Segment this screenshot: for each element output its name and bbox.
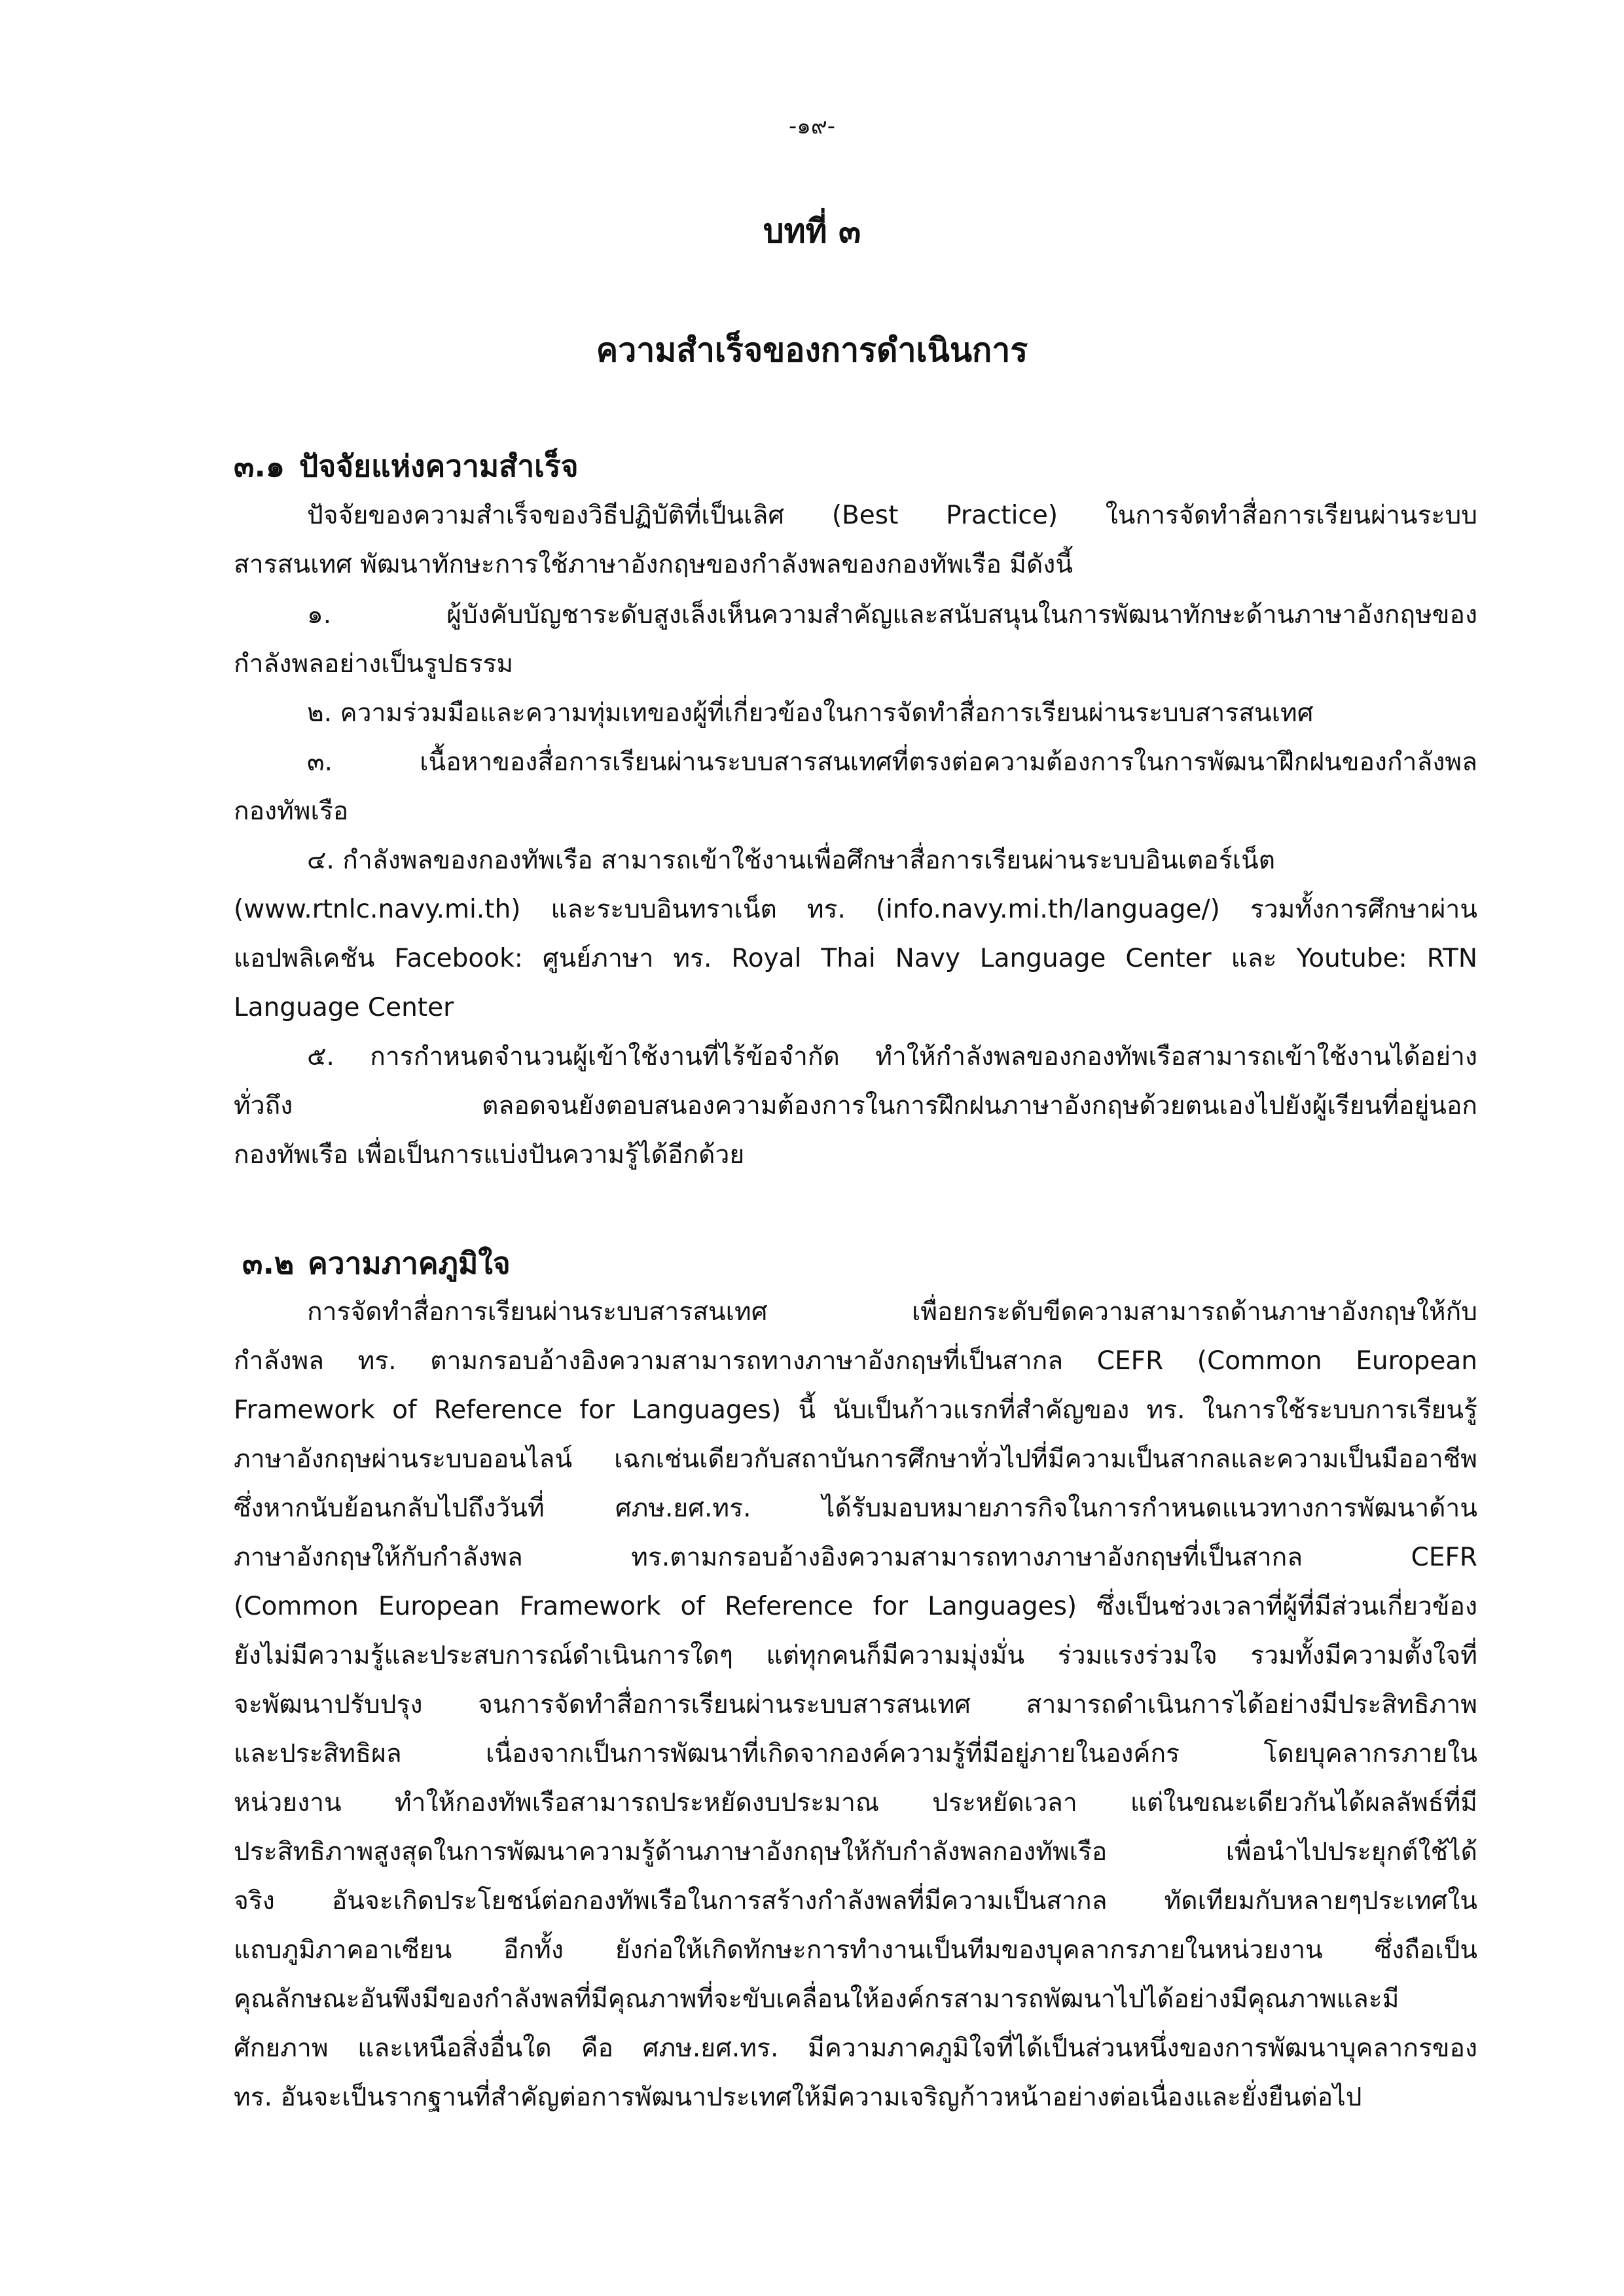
paragraph-line: ประสิทธิภาพสูงสุดในการพัฒนาความรู้ด้านภาษาอังกฤษให้กับกำลังพลกองทัพเรือ เพื่อนำไปประยุกต์ใช้ได้ [234,1837,1477,1867]
paragraph-line: คุณลักษณะอันพึงมีของกำลังพลที่มีคุณภาพที่จะขับเคลื่อนให้องค์กรสามารถพัฒนาไปได้อย่างมีคุณภาพและมี [234,1984,1399,2014]
paragraph-line: ภาษาอังกฤษให้กับกำลังพล ทร.ตามกรอบอ้างอิงความสามารถทางภาษาอังกฤษที่เป็นสากล CEFR [234,1543,1477,1572]
paragraph-line: ซึ่งหากนับย้อนกลับไปถึงวันที่ ศภษ.ยศ.ทร. ได้รับมอบหมายภารกิจในการกำหนดแนวทางการพัฒนาด้าน [234,1494,1477,1523]
list-item: ๒. ความร่วมมือและความทุ่มเทของผู้ที่เกี่ยวข้องในการจัดทำสื่อการเรียนผ่านระบบสารสนเทศ [307,698,1314,728]
section-title: ปัจจัยแห่งความสำเร็จ [299,448,579,484]
paragraph-line: Framework of Reference for Languages) นี้ นับเป็นก้าวแรกที่สำคัญของ ทร. ในการใช้ระบบการเรียนรู้ [234,1395,1477,1425]
paragraph-line: ปัจจัยของความสำเร็จของวิธีปฏิบัติที่เป็นเลิศ (Best Practice) ในการจัดทำสื่อการเรียนผ่านระบบ [307,501,1477,530]
paragraph-line: ทั่วถึง ตลอดจนยังตอบสนองความต้องการในการฝึกฝนภาษาอังกฤษด้วยตนเองไปยังผู้เรียนที่อยู่นอก [234,1091,1477,1121]
paragraph-line: (Common European Framework of Reference for Languages) ซึ่งเป็นช่วงเวลาที่ผู้ที่มีส่วนเกี่ยวข้อง [234,1592,1477,1621]
chapter-label: บทที่ ๓ [763,212,861,250]
paragraph-line: ทร. อันจะเป็นรากฐานที่สำคัญต่อการพัฒนาประเทศให้มีความเจริญก้าวหน้าอย่างต่อเนื่องและยั่งยืนต่อไป [234,2083,1362,2112]
list-item: ๑. ผู้บังคับบัญชาระดับสูงเล็งเห็นความสำคัญและสนับสนุนในการพัฒนาทักษะด้านภาษาอังกฤษของ [307,600,1477,630]
section-heading-3-2 [242,1242,511,1284]
page-number: -๑๙- [788,113,836,139]
paragraph-line: จริง อันจะเกิดประโยชน์ต่อกองทัพเรือในการสร้างกำลังพลที่มีความเป็นสากล ทัดเทียมกับหลายๆประเทศใน [234,1886,1477,1916]
paragraph-line: การจัดทำสื่อการเรียนผ่านระบบสารสนเทศ เพื่อยกระดับขีดความสามารถด้านภาษาอังกฤษให้กับ [307,1297,1477,1327]
section-title: ความภาคภูมิใจ [308,1246,511,1281]
list-item: ๓. เนื้อหาของสื่อการเรียนผ่านระบบสารสนเทศที่ตรงต่อความต้องการในการพัฒนาฝึกฝนของกำลังพล [307,747,1477,777]
paragraph-line: กำลังพลอย่างเป็นรูปธรรม [234,649,514,679]
paragraph-line: กองทัพเรือ [234,797,349,826]
section-heading-3-1 [234,445,579,487]
paragraph-line: ยังไม่มีความรู้และประสบการณ์ดำเนินการใดๆ แต่ทุกคนก็มีความมุ่งมั่น ร่วมแรงร่วมใจ รวมทั้งมีความตั้งใจที่ [234,1641,1477,1670]
paragraph-line: แอปพลิเคชัน Facebook: ศูนย์ภาษา ทร. Royal Thai Navy Language Center และ Youtube: RTN [234,944,1477,973]
paragraph-line: หน่วยงาน ทำให้กองทัพเรือสามารถประหยัดงบประมาณ ประหยัดเวลา แต่ในขณะเดียวกันได้ผลลัพธ์ที่มี [234,1788,1477,1818]
paragraph-line: จะพัฒนาปรับปรุง จนการจัดทำสื่อการเรียนผ่านระบบสารสนเทศ สามารถดำเนินการได้อย่างมีประสิทธิภาพ [234,1690,1477,1719]
section-number: ๓.๑ [234,448,285,484]
paragraph-line: ภาษาอังกฤษผ่านระบบออนไลน์ เฉกเช่นเดียวกับสถาบันการศึกษาทั่วไปที่มีความเป็นสากลและความเป็นมืออาชีพ [234,1444,1477,1474]
paragraph-line: สารสนเทศ พัฒนาทักษะการใช้ภาษาอังกฤษของกำลังพลของกองทัพเรือ มีดังนี้ [234,550,1074,579]
list-item: ๔. กำลังพลของกองทัพเรือ สามารถเข้าใช้งานเพื่อศึกษาสื่อการเรียนผ่านระบบอินเตอร์เน็ต [307,846,1276,875]
paragraph-line: Language Center [234,993,454,1022]
paragraph-line: ศักยภาพ และเหนือสิ่งอื่นใด คือ ศภษ.ยศ.ทร. มีความภาคภูมิใจที่ได้เป็นส่วนหนึ่งของการพัฒนาบุคลากรของ [234,2034,1477,2063]
chapter-title: ความสำเร็จของการดำเนินการ [596,331,1028,369]
paragraph-line: กำลังพล ทร. ตามกรอบอ้างอิงความสามารถทางภาษาอังกฤษที่เป็นสากล CEFR (Common European [234,1346,1477,1376]
paragraph-line: แถบภูมิภาคอาเซียน อีกทั้ง ยังก่อให้เกิดทักษะการทำงานเป็นทีมของบุคลากรภายในหน่วยงาน ซึ่งถือเป็น [234,1935,1477,1965]
paragraph-line: และประสิทธิผล เนื่องจากเป็นการพัฒนาที่เกิดจากองค์ความรู้ที่มีอยู่ภายในองค์กร โดยบุคลากรภายใน [234,1739,1477,1768]
section-number: ๓.๒ [242,1246,295,1281]
list-item: ๕. การกำหนดจำนวนผู้เข้าใช้งานที่ไร้ข้อจำกัด ทำให้กำลังพลของกองทัพเรือสามารถเข้าใช้งานได้อย่าง [307,1042,1477,1071]
paragraph-line: (www.rtnlc.navy.mi.th) และระบบอินทราเน็ต ทร. (info.navy.mi.th/language/) รวมทั้งการศึกษาผ่าน [234,895,1477,924]
paragraph-line: กองทัพเรือ เพื่อเป็นการแบ่งปันความรู้ได้อีกด้วย [234,1140,745,1170]
